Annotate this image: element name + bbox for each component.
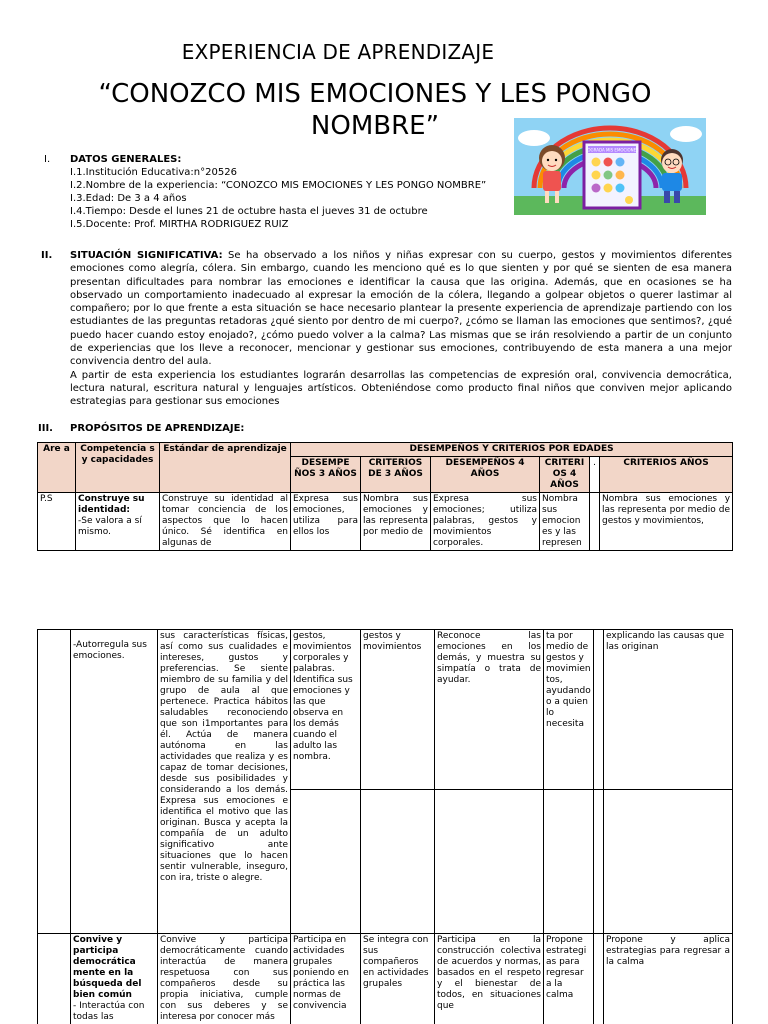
empty-cell bbox=[604, 790, 733, 934]
cell-competencia-autorregula: -Autorregula sus emociones. bbox=[71, 630, 158, 934]
cell-estandar-convive: Convive y participa democráticamente cuando interactúa de manera respetuosa con sus compañeros desde su propia iniciativa, cumple con sus deberes y se interesa por conocer más bbox=[158, 934, 291, 1024]
propositos-table-continued bbox=[37, 629, 733, 1024]
cell-competencia-convive bbox=[71, 934, 158, 1024]
kids-rainbow-image bbox=[514, 118, 706, 215]
datos-item: I.1.Institución Educativa:n°20526 bbox=[70, 167, 237, 178]
situacion-paragraph-1: Se ha observado a los niños y niñas expresar con su cuerpo, gestos y movimientos diferentes emociones como alegría, cólera. Sin embargo, cuando les menciono qué es lo que sienten y por qué se sienten de esa manera presentan dificultades para nombrar las emociones e identificar la causa que las origina. Además, que en ocasiones se ha observado un comportamiento inadecuado al expresar la emoción de la cólera, llegando a golpear objetos o querer lastimar al compañero; por lo que frente a esta situación se hace necesario plantear la presente experiencia de aprendizaje partiendo con los estudiantes de las preguntas retadoras ¿qué siento por dentro de mi cuerpo?, ¿cómo se llaman las emociones que sentimos?, ¿qué puedo hacer cuando estoy enojado?, ¿cómo puedo volver a la calma? Las mismas que se irán resolviendo a partir de un conjunto de experiencias que los lleve a reconocer, mencionar y gestionar sus emociones, contribuyendo de esta manera a una mejor convivencia dentro del aula. bbox=[70, 250, 732, 368]
section-2-number: II. bbox=[41, 250, 53, 261]
cell-dot-cont bbox=[594, 630, 604, 790]
datos-item: I.5.Docente: Prof. MIRTHA RODRIGUEZ RUIZ bbox=[70, 219, 289, 230]
board-title: LOGRADA MIS EMOCIONES bbox=[585, 147, 639, 153]
header-dot: . bbox=[590, 457, 600, 493]
header-desempenos-3: DESEMPE ÑOS 3 AÑOS bbox=[291, 457, 361, 493]
cell-area-r2 bbox=[38, 934, 71, 1024]
empty-cell bbox=[544, 790, 594, 934]
cell-criterio-anos-cont: explicando las causas que las originan bbox=[604, 630, 733, 790]
situacion-title: SITUACIÓN SIGNIFICATIVA: bbox=[70, 250, 223, 261]
datos-item: I.2.Nombre de la experiencia: “CONOZCO MIS EMOCIONES Y LES PONGO NOMBRE” bbox=[70, 180, 487, 191]
cell-desempeno-4: Expresa sus emociones; utiliza palabras, gestos y movimientos corporales. bbox=[431, 493, 540, 551]
cell-criterio-3-cont: gestos y movimientos bbox=[361, 630, 435, 790]
document-title: EXPERIENCIA DE APRENDIZAJE bbox=[181, 40, 495, 64]
cell-desempeno-3-convive: Participa en actividades grupales poniendo en práctica las normas de convivencia bbox=[291, 934, 361, 1024]
propositos-title: PROPÓSITOS DE APRENDIZAJE: bbox=[70, 423, 245, 434]
cell-desempeno-3-cont: gestos, movimientos corporales y palabras. Identifica sus emociones y las que observa en los demás cuando el adulto las nombra. bbox=[291, 630, 361, 790]
situacion-significativa bbox=[70, 249, 732, 409]
header-area: Are a bbox=[38, 443, 76, 493]
cell-criterio-4: Nombra sus emocion es y las represen bbox=[540, 493, 590, 551]
empty-cell bbox=[594, 790, 604, 934]
header-criterios-3: CRITERIOS DE 3 AÑOS bbox=[361, 457, 431, 493]
cell-criterio-4-cont: ta por medio de gestos y movimientos, ayudando o a quien lo necesita bbox=[544, 630, 594, 790]
cell-desempeno-3: Expresa sus emociones, utiliza para ellos los bbox=[291, 493, 361, 551]
cell-competencia bbox=[76, 493, 160, 551]
cell-criterio-4-convive: Propone estrategias para regresar a la calma bbox=[544, 934, 594, 1024]
cell-dot bbox=[590, 493, 600, 551]
empty-cell bbox=[435, 790, 544, 934]
cell-estandar: Construye su identidad al tomar conciencia de los aspectos que lo hacen único. Sé identifica en algunas de bbox=[160, 493, 291, 551]
datos-generales-title: DATOS GENERALES: bbox=[70, 154, 182, 165]
header-competencia: Competencia s y capacidades bbox=[76, 443, 160, 493]
cell-dot-convive bbox=[594, 934, 604, 1024]
propositos-table bbox=[37, 442, 733, 551]
page-2 bbox=[0, 629, 768, 1024]
header-desempenos-group: DESEMPEÑOS Y CRITERIOS POR EDADES bbox=[291, 443, 733, 457]
cell-estandar-cont: sus características físicas, así como sus cualidades e intereses, gustos y preferencias. Se siente miembro de su familia y del grupo de aula al que pertenece. Practica hábitos saludables reconociendo que son i1mportantes para él. Actúa de manera autónoma en las actividades que realiza y es capaz de tomar decisiones, desde sus posibilidades y considerando a los demás. Expresa sus emociones e identifica el motivo que las originan. Busca y acepta la compañía de un adulto significativo ante situaciones que lo hacen sentir vulnerable, inseguro, con ira, triste o alegre. bbox=[158, 630, 291, 934]
cell-desempeno-4-convive: Participa en la construcción colectiva de acuerdos y normas, basados en el respeto y el bienestar de todos, en situaciones que bbox=[435, 934, 544, 1024]
experience-title: “CONOZCO MIS EMOCIONES Y LES PONGO NOMBRE” bbox=[98, 79, 652, 141]
convive-title: Convive y participa democrática mente en la búsqueda del bien común bbox=[73, 935, 142, 1000]
empty-cell bbox=[291, 790, 361, 934]
empty-cell bbox=[361, 790, 435, 934]
datos-generales bbox=[70, 153, 486, 231]
cell-criterio-3: Nombra sus emociones y las representa por medio de bbox=[361, 493, 431, 551]
section-1-number: I. bbox=[44, 154, 51, 165]
cell-criterio-3-convive: Se integra con sus compañeros en actividades grupales bbox=[361, 934, 435, 1024]
header-criterios-4: CRITERI OS 4 AÑOS bbox=[540, 457, 590, 493]
datos-item: I.4.Tiempo: Desde el lunes 21 de octubre hasta el jueves 31 de octubre bbox=[70, 206, 428, 217]
cell-criterio-anos: Nombra sus emociones y las representa por medio de gestos y movimientos, bbox=[600, 493, 733, 551]
header-desempenos-4: DESEMPEÑOS 4 AÑOS bbox=[431, 457, 540, 493]
header-criterios-anos: CRITERIOS AÑOS bbox=[600, 457, 733, 493]
datos-item: I.3.Edad: De 3 a 4 años bbox=[70, 193, 187, 204]
cell-area: P.S bbox=[38, 493, 76, 551]
section-3-number: III. bbox=[38, 423, 53, 434]
situacion-paragraph-2: A partir de esta experiencia los estudiantes lograrán desarrollas las competencias de expresión oral, convivencia democrática, lectura natural, escritura natural y lenguajes artísticos. Obteniéndose como producto final niños que conviven mejor aplicando estrategias para gestionar sus emociones bbox=[70, 369, 732, 408]
competencia-capacidad: -Se valora a sí mismo. bbox=[78, 516, 142, 537]
emotions-illustration bbox=[514, 118, 706, 215]
cell-desempeno-4-cont: Reconoce las emociones en los demás, y muestra su simpatía o trata de ayudar. bbox=[435, 630, 544, 790]
cell-criterio-anos-convive: Propone y aplica estrategias para regresar a la calma bbox=[604, 934, 733, 1024]
cell-area-cont bbox=[38, 630, 71, 934]
convive-capacidad: - Interactúa con todas las bbox=[73, 1001, 145, 1022]
header-estandar: Estándar de aprendizaje bbox=[160, 443, 291, 493]
competencia-title: Construye su identidad: bbox=[78, 494, 145, 515]
